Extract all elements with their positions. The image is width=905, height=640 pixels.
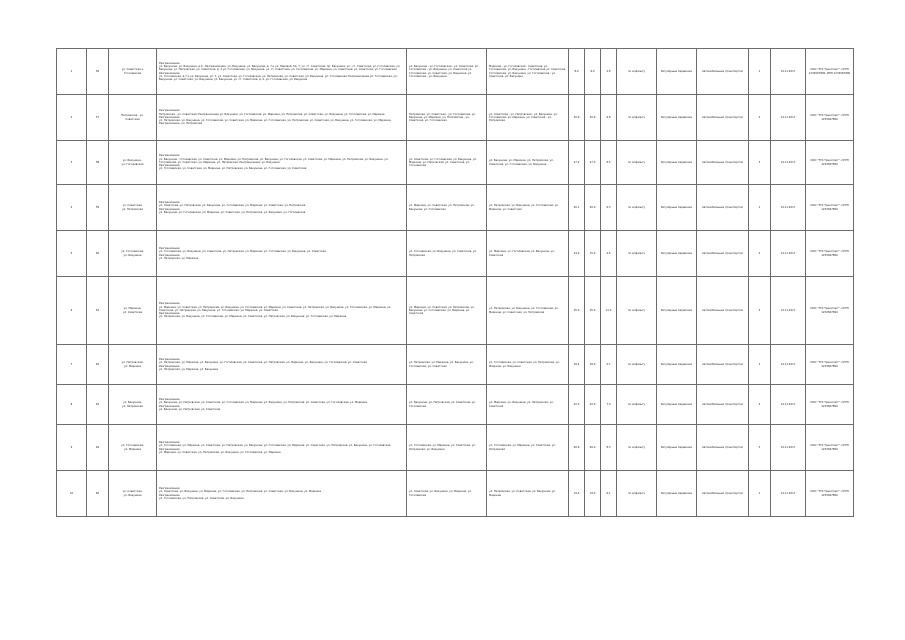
cell-cnt: 4,6 [601,231,617,277]
cell-len: 20,1 [569,185,585,231]
cell-no: 61 [87,277,109,345]
cell-vid: Регулярные перевозки [657,95,697,141]
cell-addr2: ул. Петровская, ул. Бакунина, ул. Гоголевская, ул. Маркина, ул. Советская [487,185,569,231]
cell-vid: Регулярные перевозки [657,345,697,385]
cell-org: ООО "ТГК Транспорт", ОГРН 1234567890 [806,345,854,385]
cell-desc: Разграничение Петровская - ул. Советская; Разграничение ул. Бакунина, ул. Гоголевская, ул. Маркина, ул. Петровская, ул. Советская, ул. Бакунина, ул. Гоголевская, ул. Маркина Разграничение ул. Петровская, ул. Бакунина, ул. Гоголевская, ул. Советская, ул. Маркина, ул. Гоголевская, ул. Петровская, ул. Советская, ул. Бакунина, ул. Гоголевская, ул. Маркина, Разграничение, ул. Петровская [157,95,407,141]
cell-idx: 5 [57,231,87,277]
cell-len: 22,3 [569,385,585,425]
cell-w: 20,0 [585,185,601,231]
table-row [57,277,854,345]
cell-idx: 6 [57,277,87,345]
cell-type: по асфальту [617,95,657,141]
table-row [57,49,854,95]
cell-date: 14.11.2017 [771,49,806,95]
cell-len: 26,6 [569,425,585,471]
cell-idx: 8 [57,385,87,425]
cell-name: ул. Советская и Гоголевская [109,49,157,95]
cell-type: по асфальту [617,49,657,95]
cell-addr1: ул. Советская, ул. Гоголевская, ул. Бакунина, ул. Маркина, ул. Петровская, ул. Советская, ул. Гоголевская [407,141,487,185]
cell-date: 14.11.2017 [771,471,806,517]
cell-mode: Автомобильным транспортом [697,385,749,425]
table-row [57,345,854,385]
table-row [57,471,854,517]
cell-desc: Разграничение ул. Маркина, ул. Советская, ул. Петровская, ул. Бакунина, ул. Гоголевская, ул. Маркина, ул. Советская, ул. Петровская, ул. Бакунина, ул. Гоголевская, ул. Маркина, ул. Советская, ул. Петровская, ул. Бакунина, ул. Гоголевская, ул. Маркина, ул. Советская Разграничение ул. Петровская, ул. Бакунина, ул. Гоголевская, ул. Маркина, ул. Советская, ул. Петровская, ул. Бакунина, ул. Гоголевская, ул. Маркина [157,277,407,345]
cell-org: ООО "ТГК Транспорт", ОГРН 1234567890, ИНН 1234567890 [806,49,854,95]
cell-len: 14,9 [569,231,585,277]
cell-desc: Разграничение ул. Гоголевская, ул. Бакунина, ул. Советская, ул. Петровская, ул. Маркина, ул. Гоголевская, ул. Бакунина, ул. Советская Разграничение ул. Петровская, ул. Маркина [157,231,407,277]
table-row [57,385,854,425]
cell-date: 14.11.2017 [771,277,806,345]
cell-desc: Разграничение ул. Гоголевская, ул. Маркина, ул. Советская, ул. Петровская, ул. Бакунина, ул. Гоголевская, ул. Маркина, ул. Советская, ул. Петровская, ул. Бакунина, ул. Гоголевская Разграничение ул. Маркина, ул. Советская, ул. Петровская, ул. Бакунина, ул. Гоголевская, ул. Маркина [157,425,407,471]
cell-org: ООО "ТГК Транспорт", ОГРН 1234567890 [806,185,854,231]
cell-org: ООО "ТГК Транспорт", ОГРН 1234567890 [806,425,854,471]
cell-name: Петровская - ул. Советская [109,95,157,141]
cell-vid: Регулярные перевозки [657,471,697,517]
cell-type: по асфальту [617,231,657,277]
cell-date: 14.11.2017 [771,185,806,231]
cell-len: 27,2 [569,141,585,185]
cell-type: по асфальту [617,141,657,185]
cell-len: 30,9 [569,95,585,141]
cell-date: 14.11.2017 [771,231,806,277]
cell-addr2: ул. Петровская, ул. Бакунина, ул. Гоголевская, ул. Маркина, ул. Советская, ул. Петровская [487,277,569,345]
cell-cnt: 2,8 [601,49,617,95]
cell-name: ул. Советская, ул. Петровская [109,185,157,231]
cell-mode: Автомобильным транспортом [697,49,749,95]
table-row [57,141,854,185]
cell-k: 2 [749,231,771,277]
cell-desc: Разграничение ул. Советская, ул. Бакунина, ул. Маркина, ул. Гоголевская, ул. Петровская, ул. Советская, ул. Бакунина, ул. Маркина Разграничение ул. Гоголевская, ул. Петровская, ул. Советская, ул. Бакунина [157,471,407,517]
cell-len: 19,5 [569,471,585,517]
cell-addr2: ул. Советская - ул. Петровская - ул. Бакунина, ул. Гоголевская, ул. Маркина, ул. Советская - ул. Петровская [487,95,569,141]
cell-vid: Регулярные перевозки [657,385,697,425]
cell-len: 18,4 [569,345,585,385]
cell-name: ул. Бакунина - ул. Гоголевская [109,141,157,185]
cell-addr1: ул. Советская, ул. Бакунина, ул. Маркина, ул. Гоголевская [407,471,487,517]
cell-len: 8,9 [569,49,585,95]
cell-desc: Разграничение ул. Бакунина, ул. Бакунина, д.9 - Разграничение, ул. Бакунина, ул. Бакунина, д. 7 и ул. Паровой, 5А, 7, ул. ст. Советская; пр. Бакунина, ул.; ст. Советская, ул. Гоголевская, ул. Бакунина, ул. Петровская, ул. Советская, д. 3 ул. Гоголевская, ул. Бакунина, ул. ст. Советская, ул. Гоголевская, ул. Маркина, ул. Советская; ул. Советская, ул. Гоголевская Разграничение ул. Гоголевская, д.7 и ул. Бакунина, ул. 7, ул. Советская, ул. Гоголевская, ул. Петровская, ул. Советская; ул. Бакунина, ул. Гоголевская, Разграничение ул. Гоголевская, ул. Бакунина, ул. Советская, ул. Бакунина, ул. Бакунина, ул. ст. Советская, д. 4, ул. Гоголевская, ул. Бакунина [157,49,407,95]
cell-name: ул. Гоголевская, ул. Маркина [109,425,157,471]
cell-k: 2 [749,95,771,141]
cell-no: 59 [87,185,109,231]
cell-cnt: 11,0 [601,277,617,345]
cell-mode: Автомобильным транспортом [697,141,749,185]
cell-cnt: 6,1 [601,471,617,517]
cell-date: 14.11.2017 [771,425,806,471]
table-row [57,425,854,471]
table-row [57,231,854,277]
cell-addr1: ул. Бакунина - ул. Гоголевская - ул. Советская, ул. Гоголевская - ул. Бакунина, ул. Советская ул. Гоголевская, ул. Советская, ул. Бакунина, ул. Гоголевская - ул. Бакунина [407,49,487,95]
cell-k: 3 [749,141,771,185]
cell-addr1: ул. Бакунина, ул. Петровская, ул. Советская, ул. Гоголевская [407,385,487,425]
cell-cnt: 8,5 [601,141,617,185]
cell-date: 14.11.2017 [771,345,806,385]
cell-vid: Регулярные перевозки [657,277,697,345]
cell-desc: Разграничение ул. Бакунина - Гоголевская, ул. Советская, ул. Маркина, ул. Петровская, ул. Бакунина, ул. Гоголевская, ул. Советская, ул. Маркина, ул. Петровская, ул. Бакунина, ул. Гоголевская, ул. Советская, ул. Маркина, ул. Петровская, Разграничение, ул. Бакунина Разграничение ул. Гоголевская, ул. Советская, ул. Маркина, ул. Петровская, ул. Бакунина, ул. Гоголевская, ул. Советская [157,141,407,185]
cell-org: ООО "ТГК Транспорт", ОГРН 1234567890 [806,141,854,185]
cell-idx: 10 [57,471,87,517]
cell-date: 14.11.2017 [771,95,806,141]
cell-vid: Регулярные перевозки [657,185,697,231]
cell-k: 1 [749,185,771,231]
cell-addr2: ул. Маркина, ул. Гоголевская, ул. Бакунина, ул. Советская [487,231,569,277]
cell-vid: Регулярные перевозки [657,425,697,471]
cell-idx: 9 [57,425,87,471]
cell-vid: Регулярные перевозки [657,49,697,95]
cell-cnt: 9,8 [601,95,617,141]
cell-k: 1 [749,471,771,517]
cell-w: 22,0 [585,385,601,425]
cell-idx: 2 [57,95,87,141]
table-row [57,185,854,231]
cell-no: 60 [87,231,109,277]
cell-name: ул. Бакунина, ул. Петровская [109,385,157,425]
cell-type: по асфальту [617,471,657,517]
cell-date: 14.11.2017 [771,385,806,425]
cell-desc: Разграничение ул. Петровская, ул. Маркина, ул. Бакунина, ул. Гоголевская, ул. Советская, ул. Петровская, ул. Маркина, ул. Бакунина, ул. Гоголевская, ул. Советская Разграничение ул. Петровская, ул. Маркина, ул. Бакунина [157,345,407,385]
cell-type: по асфальту [617,385,657,425]
cell-name: ул. Петровская, ул. Маркина [109,345,157,385]
cell-idx: 4 [57,185,87,231]
cell-w: 30,9 [585,95,601,141]
cell-addr2: ул. Маркина, ул. Бакунина, ул. Петровская, ул. Советская [487,385,569,425]
cell-k: 3 [749,277,771,345]
cell-cnt: 6,3 [601,185,617,231]
cell-k: 3 [749,425,771,471]
cell-addr2: Маркина - ул. Гоголевская - Советская, ул. Гоголевская, ул. Бакунина - Гоголевская ул. Советская, Гоголевская, ул. Бакунина, ул. Гоголевская - ул. Советская, ул. Бакунина [487,49,569,95]
cell-type: по асфальту [617,425,657,471]
cell-mode: Автомобильным транспортом [697,185,749,231]
cell-addr1: Петровская, ул. Советская - ул. Гоголевская, ул. Бакунина, ул. Маркина, ул. Петровская - ул. Советская, ул. Гоголевская [407,95,487,141]
cell-type: по асфальту [617,345,657,385]
cell-addr1: ул. Петровская, ул. Маркина, ул. Бакунина, ул. Гоголевская, ул. Советская [407,345,487,385]
cell-vid: Регулярные перевозки [657,141,697,185]
cell-type: по асфальту [617,277,657,345]
cell-name: ул. Маркина, ул. Советская [109,277,157,345]
cell-mode: Автомобильным транспортом [697,425,749,471]
cell-no: 62 [87,345,109,385]
cell-no: 65 [87,471,109,517]
cell-w: 19,0 [585,471,601,517]
cell-desc: Разграничение ул. Бакунина, ул. Петровская, ул. Советская, ул. Гоголевская, ул. Маркина, ул. Бакунина, ул. Петровская, ул. Советская, ул. Гоголевская, ул. Маркина Разграничение ул. Бакунина, ул. Петровская, ул. Советская [157,385,407,425]
cell-k: 1 [749,345,771,385]
cell-w: 35,0 [585,277,601,345]
cell-mode: Автомобильным транспортом [697,345,749,385]
cell-idx: 3 [57,141,87,185]
cell-addr2: ул. Петровская, ул. Советская, ул. Бакунина, ул. Маркина [487,471,569,517]
cell-addr2: ул. Гоголевская, ул. Советская, ул. Петровская, ул. Маркина, ул. Бакунина [487,345,569,385]
cell-k: 2 [749,385,771,425]
cell-addr1: ул. Маркина, ул. Советская, ул. Петровская, ул. Бакунина, ул. Гоголевская, ул. Маркина, ул. Советская [407,277,487,345]
cell-no: 58 [87,141,109,185]
cell-no: 56 [87,49,109,95]
cell-no: 64 [87,425,109,471]
cell-cnt: 8,3 [601,425,617,471]
cell-org: ООО "ТГК Транспорт", ОГРН 1234567890 [806,385,854,425]
cell-k: 1 [749,49,771,95]
cell-mode: Автомобильным транспортом [697,277,749,345]
cell-w: 26,0 [585,425,601,471]
cell-w: 15,0 [585,231,601,277]
cell-idx: 7 [57,345,87,385]
cell-no: 57 [87,95,109,141]
table-body [57,49,854,517]
cell-type: по асфальту [617,185,657,231]
cell-addr1: ул. Гоголевская, ул. Маркина, ул. Советская, ул. Петровская, ул. Бакунина [407,425,487,471]
cell-addr1: ул. Маркина, ул. Советская, ул. Петровская, ул. Бакунина, ул. Гоголевская [407,185,487,231]
cell-idx: 1 [57,49,87,95]
cell-mode: Автомобильным транспортом [697,231,749,277]
cell-len: 35,0 [569,277,585,345]
cell-no: 63 [87,385,109,425]
cell-org: ООО "ТГК Транспорт", ОГРН 1234567890 [806,277,854,345]
cell-addr2: ул. Гоголевская, ул. Маркина, ул. Советская, ул. Петровская [487,425,569,471]
cell-cnt: 7,0 [601,385,617,425]
cell-mode: Автомобильным транспортом [697,471,749,517]
cell-date: 14.11.2017 [771,141,806,185]
cell-org: ООО "ТГК Транспорт", ОГРН 1234567890 [806,231,854,277]
cell-desc: Разграничение ул. Советская, ул. Петровская, ул. Бакунина, ул. Гоголевская, ул. Маркина, ул. Советская, ул. Петровская Разграничение ул. Бакунина, ул. Гоголевская, ул. Маркина, ул. Советская, ул. Петровская, ул. Бакунина, ул. Гоголевская [157,185,407,231]
cell-addr1: ул. Гоголевская, ул. Бакунина, ул. Советская, ул. Петровская [407,231,487,277]
table-row [57,95,854,141]
cell-cnt: 5,7 [601,345,617,385]
cell-w: 9,0 [585,49,601,95]
cell-name: ул. Гоголевская, ул. Бакунина [109,231,157,277]
cell-name: ул. Советская, ул. Бакунина [109,471,157,517]
cell-vid: Регулярные перевозки [657,231,697,277]
cell-addr2: ул. Бакунина, ул. Маркина, ул. Петровская, ул. Советская, ул. Гоголевская, ул. Бакунина [487,141,569,185]
cell-w: 18,0 [585,345,601,385]
cell-org: ООО "ТГК Транспорт", ОГРН 1234567890 [806,95,854,141]
cell-w: 27,0 [585,141,601,185]
route-register-table [56,48,854,517]
cell-org: ООО "ТГК Транспорт", ОГРН 1234567890 [806,471,854,517]
cell-mode: Автомобильным транспортом [697,95,749,141]
